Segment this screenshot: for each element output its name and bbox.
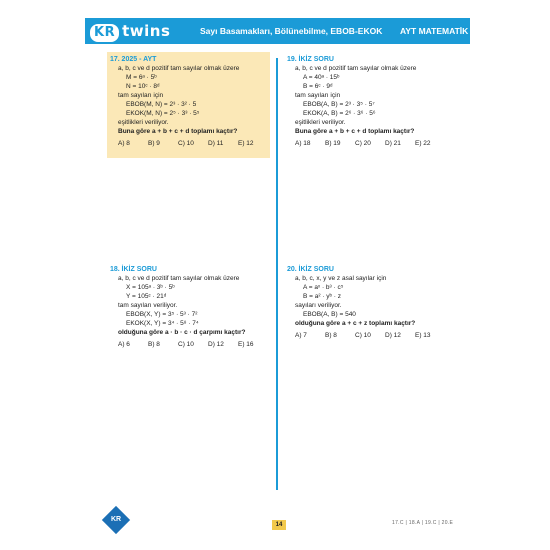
- subject-label: AYT MATEMATİK: [400, 26, 469, 36]
- question-18: [110, 265, 270, 349]
- brand-logo: [90, 18, 172, 44]
- question-text: tam sayıları için: [295, 92, 341, 99]
- answer-options: [110, 139, 268, 148]
- question-prompt: Buna göre a + b + c + d toplamı kaçtır?: [295, 128, 415, 135]
- option-b[interactable]: B) 9: [148, 140, 160, 147]
- option-d[interactable]: D) 21: [385, 140, 401, 147]
- question-tag: 2025 - AYT: [121, 56, 157, 63]
- option-a[interactable]: A) 7: [295, 332, 307, 339]
- equation: N = 10ᶜ · 8ᵈ: [126, 83, 160, 90]
- question-prompt: Buna göre a + b + c + d toplamı kaçtır?: [118, 128, 238, 135]
- option-e[interactable]: E) 22: [415, 140, 431, 147]
- option-c[interactable]: C) 10: [355, 332, 371, 339]
- equation: A = 40ᵃ · 15ᵇ: [303, 74, 340, 81]
- option-a[interactable]: A) 8: [118, 140, 130, 147]
- option-b[interactable]: B) 8: [148, 341, 160, 348]
- option-c[interactable]: C) 10: [178, 341, 194, 348]
- option-b[interactable]: B) 8: [325, 332, 337, 339]
- equation: EBOB(X, Y) = 3⁵ · 5³ · 7²: [126, 311, 198, 318]
- question-text: tam sayıları için: [118, 92, 164, 99]
- question-intro: a, b, c ve d pozitif tam sayılar olmak üzere: [118, 275, 240, 282]
- option-a[interactable]: A) 6: [118, 341, 130, 348]
- option-e[interactable]: E) 12: [238, 140, 254, 147]
- equation: A = aˣ · b³ · c⁵: [303, 284, 344, 291]
- question-tag: İKİZ SORU: [298, 56, 334, 63]
- question-prompt: olduğuna göre a · b · c · d çarpımı kaçtır?: [118, 329, 246, 336]
- option-c[interactable]: C) 10: [178, 140, 194, 147]
- question-number: 19.: [287, 56, 297, 63]
- question-intro: a, b, c ve d pozitif tam sayılar olmak üzere: [118, 65, 240, 72]
- question-17: [110, 55, 268, 148]
- footer-logo: [102, 506, 130, 534]
- option-b[interactable]: B) 19: [325, 140, 341, 147]
- equation: B = 6ᶜ · 9ᵈ: [303, 83, 333, 90]
- question-19: [287, 55, 457, 148]
- question-number: 20.: [287, 266, 297, 273]
- option-d[interactable]: D) 12: [208, 341, 224, 348]
- equation: X = 105ᵃ · 3ᵇ · 5ᵇ: [126, 284, 175, 291]
- question-text: sayıları veriliyor.: [295, 302, 342, 309]
- answer-options: [110, 340, 270, 349]
- page-title: Sayı Basamakları, Bölünebilme, EBOB-EKOK: [200, 26, 383, 36]
- question-tag: İKİZ SORU: [121, 266, 157, 273]
- question-number: 18.: [110, 266, 120, 273]
- page-number: 14: [272, 520, 286, 530]
- equation: Y = 105ᶜ · 21ᵈ: [126, 293, 167, 300]
- option-e[interactable]: E) 13: [415, 332, 431, 339]
- question-tag: İKİZ SORU: [298, 266, 334, 273]
- equation: EBOB(A, B) = 540: [303, 311, 356, 318]
- answer-options: [287, 331, 457, 340]
- answer-options: [287, 139, 457, 148]
- equation: M = 6ᵃ · 5ᵇ: [126, 74, 157, 81]
- equation: EKOK(A, B) = 2⁶ · 3⁶ · 5⁶: [303, 110, 376, 117]
- equation: EKOK(M, N) = 2⁵ · 3³ · 5⁵: [126, 110, 200, 117]
- option-c[interactable]: C) 20: [355, 140, 371, 147]
- question-prompt: olduğuna göre a + c + z toplamı kaçtır?: [295, 320, 416, 327]
- logo-text: twins: [122, 22, 171, 40]
- question-intro: a, b, c ve d pozitif tam sayılar olmak üzere: [295, 65, 417, 72]
- equation: EKOK(X, Y) = 3⁴ · 5⁸ · 7⁴: [126, 320, 199, 327]
- question-number: 17.: [110, 56, 120, 63]
- question-text: eşitlikleri veriliyor.: [118, 119, 169, 126]
- equation: EBOB(M, N) = 2³ · 3² · 5: [126, 101, 197, 108]
- column-divider: [276, 58, 278, 490]
- footer-logo-mark: KR: [110, 516, 122, 523]
- logo-mark: KR: [90, 24, 119, 42]
- question-text: eşitlikleri veriliyor.: [295, 119, 346, 126]
- equation: B = a² · yᵇ · z: [303, 293, 342, 300]
- question-20: [287, 265, 457, 340]
- option-d[interactable]: D) 12: [385, 332, 401, 339]
- question-intro: a, b, c, x, y ve z asal sayılar için: [295, 275, 387, 282]
- answer-key: 17.C | 18.A | 19.C | 20.E: [392, 520, 454, 526]
- option-a[interactable]: A) 18: [295, 140, 311, 147]
- equation: EBOB(A, B) = 2³ · 3⁵ · 5⁷: [303, 101, 375, 108]
- option-d[interactable]: D) 11: [208, 140, 224, 147]
- question-text: tam sayıları veriliyor.: [118, 302, 178, 309]
- option-e[interactable]: E) 16: [238, 341, 254, 348]
